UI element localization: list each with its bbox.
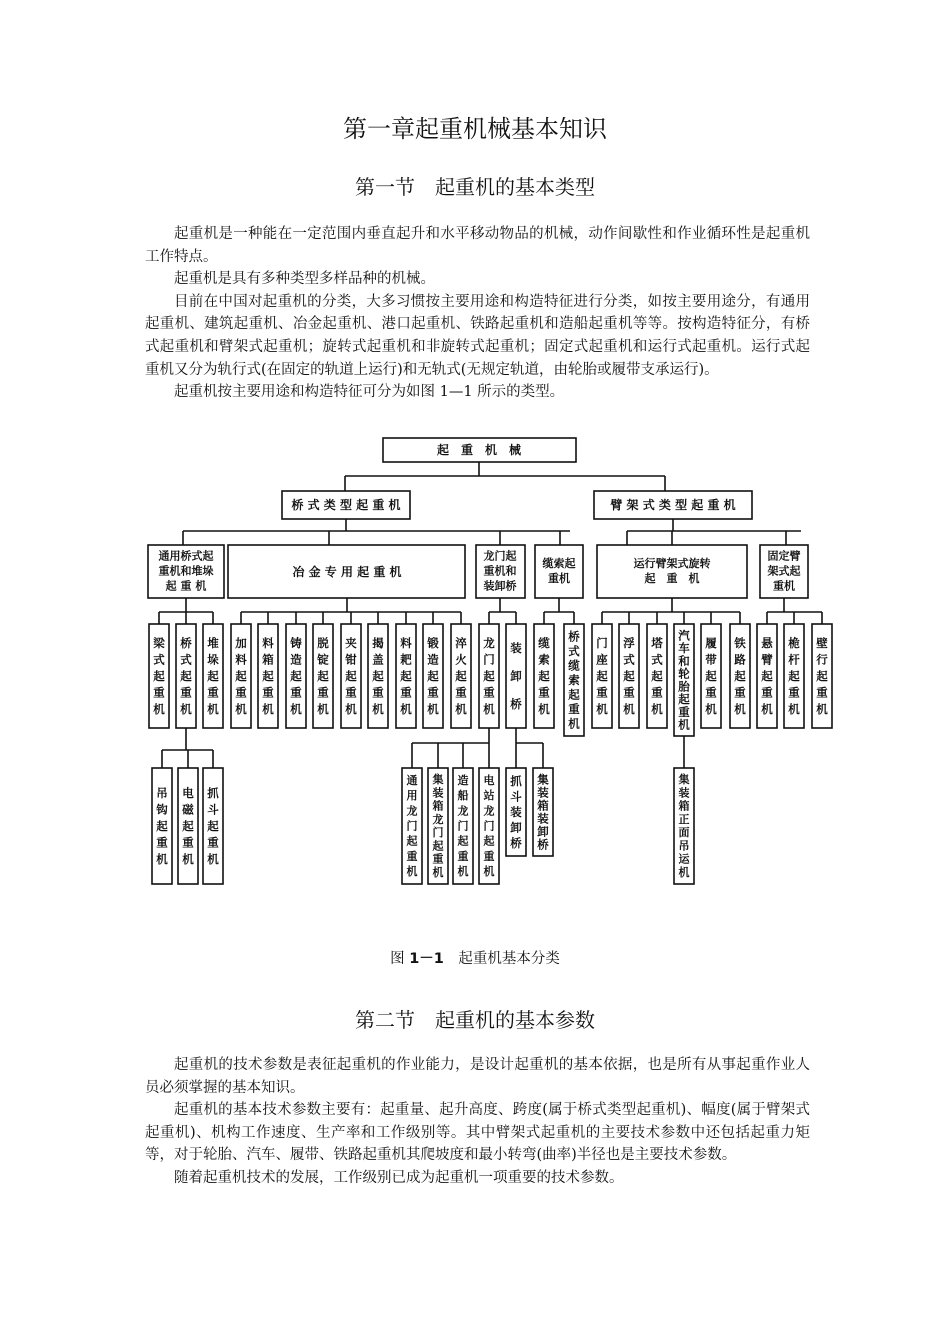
group-general-bridge-label: 通用桥式起 [158,549,214,563]
sub-leaf-label: 装 [432,786,444,800]
sub-leaf-label: 龙 [406,804,418,818]
sub-leaf-label: 吊 [156,786,168,800]
sub-leaf-label: 起 [182,819,194,833]
sub-leaf-label: 装 [678,786,690,800]
leaf-label: 揭 [372,636,384,650]
leaf-label: 重 [538,685,550,700]
leaf-label: 机 [761,702,773,716]
sub-leaf-label: 重 [406,849,418,863]
leaf-label: 门 [596,636,608,650]
leaf-label: 机 [816,702,828,716]
leaf-label: 式 [651,652,663,667]
leaf-label: 索 [538,652,550,667]
sub-leaf-label: 装 [510,805,522,819]
leaf-label: 起 [427,669,439,683]
leaf-label: 起 [623,669,635,683]
root-label: 起 重 机 械 [436,443,522,457]
sub-leaf-label: 电 [483,774,495,788]
leaf-label: 机 [623,702,635,716]
leaf-label: 壁 [816,636,828,650]
leaf-label: 式 [153,652,165,667]
sub-leaf-label: 装 [537,811,549,826]
paragraph: 随着起重机技术的发展，工作级别已成为起重机一项重要的技术参数。 [174,1169,624,1186]
sub-leaf-label: 重 [156,835,168,850]
leaf-label: 式 [623,652,635,667]
leaf-label: 起 [483,669,495,683]
leaf-label: 箱 [262,652,274,667]
sub-leaf-label: 机 [457,864,469,878]
leaf-label: 垛 [207,652,219,667]
leaf-label: 机 [262,702,274,716]
leaf-label: 铸 [290,636,302,650]
leaf-label: 起 [180,669,192,683]
leaf-label: 起 [153,669,165,683]
leaf-label: 式 [568,643,580,658]
leaf-label: 重 [372,685,384,700]
sub-leaf-label: 用 [406,789,418,803]
leaf-label: 重 [705,685,717,700]
leaf-label: 重 [317,685,329,700]
leaf-label: 机 [538,702,550,716]
leaf-label: 装 [510,641,522,655]
leaf-label: 料 [262,636,274,650]
leaf-label: 和 [678,653,690,668]
leaf-label: 起 [262,669,274,683]
section2-body [145,1054,810,1190]
leaf-label: 带 [705,652,717,667]
leaf-label: 起 [678,692,690,707]
group-gantry-label: 装卸桥 [483,579,517,593]
leaf-label: 造 [427,652,439,667]
sub-leaf-label: 门 [457,819,469,833]
leaf-label: 机 [651,702,663,716]
leaf-label: 重 [678,704,690,719]
leaf-label: 重 [651,685,663,700]
leaf-label: 机 [290,702,302,716]
leaf-label: 悬 [761,636,773,650]
sub-leaf-label: 吊 [678,839,690,853]
sub-leaf-label: 面 [678,826,690,840]
sub-leaf-label: 机 [406,864,418,878]
leaf-label: 梁 [153,636,165,650]
sub-leaf-label: 重 [182,835,194,850]
section1-heading: 第一节 起重机的基本类型 [355,175,595,199]
sub-leaf-label: 抓 [207,786,219,800]
caption-text: 起重机基本分类 [443,951,560,967]
leaf-label: 加 [235,636,247,650]
paragraph: 起重机是具有多种类型多样品种的机械。 [174,271,435,288]
leaf-label: 机 [705,702,717,716]
leaf-label: 锻 [427,636,439,650]
leaf-label: 机 [372,702,384,716]
leaf-label: 起 [761,669,773,683]
leaf-label: 机 [734,702,746,716]
leaf-label: 桥 [180,636,192,650]
leaf-label: 龙 [483,636,495,650]
leaf-label: 履 [705,636,717,650]
leaf-label: 重 [596,685,608,700]
sub-leaf-label: 起 [406,834,418,848]
group-fixed-jib-label: 重机 [773,579,795,593]
sub-leaf-label: 龙 [432,812,444,826]
group-cable-label: 缆索起 [542,557,576,570]
leaf-label: 机 [427,702,439,716]
leaf-label: 重 [761,685,773,700]
sub-leaf-label: 卸 [510,820,522,835]
leaf-label: 机 [455,702,467,716]
sub-leaf-label: 桥 [537,837,549,852]
leaf-label: 桅 [788,636,800,650]
leaf-label: 起 [705,669,717,683]
sub-leaf-label: 起 [457,834,469,848]
sub-leaf-label: 起 [156,819,168,833]
sub-leaf-label: 站 [483,789,495,803]
leaf-label: 机 [207,702,219,716]
leaf-label: 铁 [734,636,746,650]
group-metallurgical-label: 冶 金 专 用 起 重 机 [292,565,402,579]
sub-leaf-label: 正 [678,812,690,826]
sub-leaf-label: 集 [537,772,549,787]
leaf-label: 行 [816,652,828,667]
paragraph: 起重机是一种能在一定范围内垂直起升和水平移动物品的机械，动作间歇性和作业循环性是起重机工作特点。 [145,226,810,265]
sub-leaf-label: 集 [432,773,444,787]
leaf-label: 起 [455,669,467,683]
leaf-label: 起 [816,669,828,683]
leaf-label: 火 [455,652,467,667]
leaf-label: 重 [816,685,828,700]
sub-leaf-label: 卸 [537,824,549,839]
sub-leaf-label: 斗 [207,802,219,817]
leaf-label: 塔 [651,636,663,650]
sub-leaf-label: 电 [182,786,194,800]
bridge-type-label: 桥 式 类 型 起 重 机 [291,498,401,512]
leaf-label: 料 [400,636,412,650]
sub-leaf-label: 斗 [510,789,522,804]
sub-leaf-label: 起 [432,839,444,853]
sub-leaf-label: 龙 [483,804,495,818]
sub-leaf-label: 箱 [432,799,444,813]
leaf-label: 桥 [568,629,580,644]
leaf-label: 锭 [317,652,329,667]
caption-prefix: 图 [390,951,410,967]
leaf-label: 机 [400,702,412,716]
leaf-label: 重 [734,685,746,700]
group-fixed-jib-label: 固定臂 [767,549,801,563]
sub-leaf-label: 起 [207,819,219,833]
jib-type-label: 臂 架 式 类 型 起 重 机 [610,498,736,512]
leaf-label: 重 [623,685,635,700]
leaf-label: 料 [235,652,247,667]
leaf-label: 起 [235,669,247,683]
leaf-label: 重 [290,685,302,700]
leaf-label: 机 [317,702,329,716]
sub-leaf-label: 集 [678,773,690,787]
sub-leaf-label: 机 [678,865,690,879]
leaf-label: 缆 [568,658,580,673]
chapter-title: 第一章起重机械基本知识 [343,115,607,143]
group-gantry-label: 龙门起 [483,549,517,563]
leaf-label: 座 [596,652,608,667]
leaf-label: 重 [788,685,800,700]
leaf-label: 起 [345,669,357,683]
sub-leaf-label: 箱 [678,799,690,813]
sub-leaf-label: 重 [457,849,469,863]
leaf-label: 路 [734,652,746,667]
leaf-label: 浮 [623,636,635,650]
leaf-label: 卸 [510,669,522,683]
group-general-bridge-label: 起 重 机 [165,579,207,593]
leaf-label: 脱 [317,636,329,650]
leaf-label: 索 [568,673,580,687]
sub-leaf-label: 机 [483,864,495,878]
group-mobile-jib-label: 运行臂架式旋转 [633,557,711,570]
group-cable-label: 重机 [548,572,570,585]
leaf-label: 起 [788,669,800,683]
leaf-label: 造 [290,652,302,667]
leaf-label: 起 [400,669,412,683]
leaf-label: 重 [153,685,165,700]
figure-caption [0,947,950,968]
leaf-label: 汽 [678,628,690,643]
sub-leaf-label: 机 [182,852,194,866]
leaf-label: 重 [483,685,495,700]
leaf-label: 盖 [372,652,384,667]
leaf-label: 式 [180,652,192,667]
leaf-label: 起 [734,669,746,683]
leaf-label: 机 [345,702,357,716]
leaf-label: 耙 [400,652,412,667]
sub-leaf-label: 磁 [182,802,194,817]
sub-leaf-label: 钩 [156,802,168,817]
paragraph: 起重机的技术参数是表征起重机的作业能力，是设计起重机的基本依据，也是所有从事起重作业人员必须掌握的基本知识。 [145,1057,810,1096]
leaf-label: 臂 [761,652,773,667]
leaf-label: 机 [180,702,192,716]
sub-leaf-label: 门 [432,826,444,840]
leaf-label: 起 [317,669,329,683]
sub-leaf-label: 门 [483,819,495,833]
sub-leaf-label: 重 [432,852,444,866]
sub-leaf-label: 机 [432,865,444,879]
group-general-bridge-label: 重机和堆垛 [158,564,214,578]
leaf-label: 缆 [538,636,550,650]
paragraph: 目前在中国对起重机的分类，大多习惯按主要用途和构造特征进行分类，如按主要用途分，有通用起重机、建筑起重机、冶金起重机、港口起重机、铁路起重机和造船起重机等等。按构造特征分，有桥式起重机和臂架式起重机；旋转式起重机和非旋转式起重机；固定式起重机和运行式起重机。运行式起重机又分为轨行式(在固定的轨道上运行)和无轨式(无规定轨道，由轮胎或履带支承运行)。 [145,293,810,378]
group-gantry-label: 重机和 [483,564,517,578]
leaf-label: 重 [427,685,439,700]
leaf-label: 机 [596,702,608,716]
sub-leaf-label: 门 [406,819,418,833]
leaf-label: 夹 [345,636,357,650]
sub-leaf-label: 起 [483,834,495,848]
sub-leaf-label: 通 [406,774,418,788]
sub-leaf-label: 运 [678,852,690,866]
leaf-label: 重 [568,702,580,717]
sub-leaf-label: 重 [483,849,495,863]
sub-leaf-label: 机 [207,852,219,866]
leaf-label: 起 [290,669,302,683]
sub-leaf-label: 装 [537,785,549,800]
leaf-label: 起 [372,669,384,683]
leaf-label: 起 [568,687,580,702]
leaf-label: 重 [262,685,274,700]
sub-leaf-label: 重 [207,835,219,850]
caption-number: 1－1 [409,951,444,967]
leaf-label: 桥 [510,697,522,711]
group-fixed-jib-label: 架式起 [767,564,801,578]
sub-leaf-label: 造 [457,774,469,788]
leaf-label: 机 [788,702,800,716]
leaf-label: 机 [568,716,580,731]
leaf-label: 起 [651,669,663,683]
leaf-label: 机 [483,702,495,716]
leaf-label: 堆 [207,636,219,650]
leaf-label: 机 [235,702,247,716]
leaf-label: 轮 [678,666,690,681]
group-mobile-jib-label: 起 重 机 [644,572,700,585]
leaf-label: 机 [678,717,690,732]
leaf-label: 钳 [345,652,357,667]
leaf-label: 重 [235,685,247,700]
leaf-label: 重 [345,685,357,700]
paragraph: 起重机的基本技术参数主要有：起重量、起升高度、跨度(属于桥式类型起重机)、幅度(属于臂架式起重机)、机构工作速度、生产率和工作级别等。其中臂架式起重机的主要技术参数中还包括起重力矩等，对于轮胎、汽车、履带、铁路起重机其爬坡度和最小转弯(曲率)半径也是主要技术参数。 [145,1102,810,1164]
leaf-label: 车 [678,641,690,656]
sub-leaf-label: 机 [156,852,168,866]
sub-leaf-label: 桥 [510,836,522,851]
leaf-label: 重 [455,685,467,700]
paragraph: 起重机按主要用途和构造特征可分为如图 1—1 所示的类型。 [174,384,565,401]
leaf-label: 重 [180,685,192,700]
sub-leaf-label: 船 [457,789,469,803]
leaf-label: 淬 [455,636,467,650]
leaf-label: 重 [207,685,219,700]
sub-leaf-label: 箱 [537,798,549,813]
sub-leaf-label: 抓 [510,773,522,788]
leaf-label: 起 [596,669,608,683]
section2-heading: 第二节 起重机的基本参数 [355,1008,595,1032]
leaf-label: 门 [483,652,495,667]
leaf-label: 重 [400,685,412,700]
sub-leaf-label: 龙 [457,804,469,818]
leaf-label: 起 [207,669,219,683]
leaf-label: 胎 [678,679,690,694]
leaf-label: 起 [538,669,550,683]
leaf-label: 杆 [788,652,800,667]
leaf-label: 机 [153,702,165,716]
